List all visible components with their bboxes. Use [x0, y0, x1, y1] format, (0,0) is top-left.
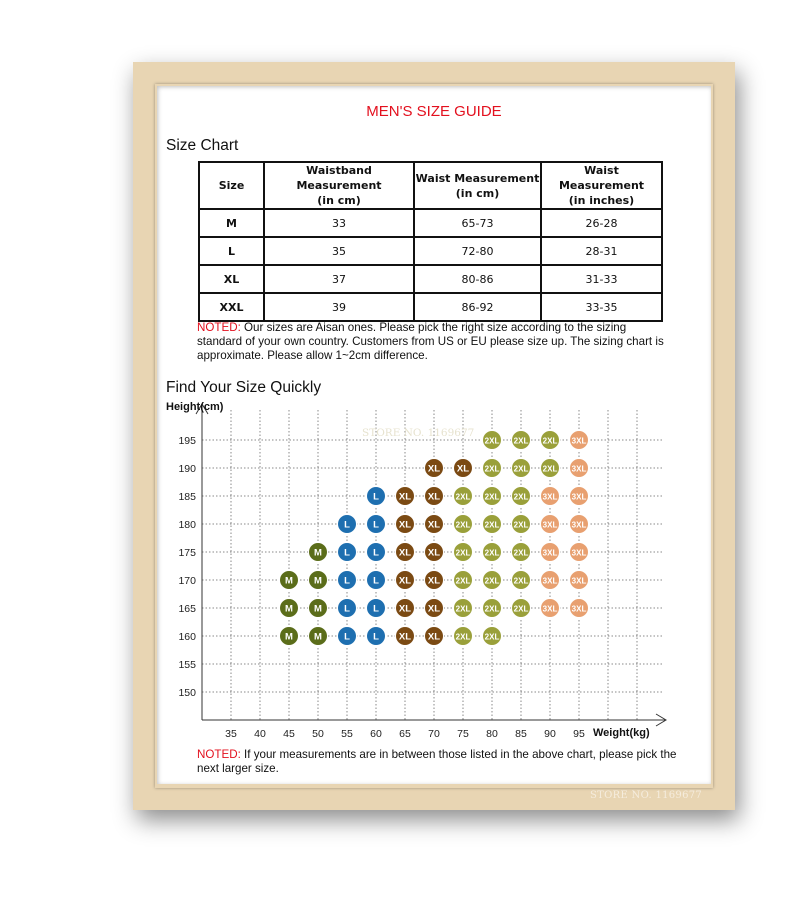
y-tick-label: 175	[178, 547, 196, 559]
size-dot-label: L	[344, 603, 350, 615]
size-dot-label: XL	[427, 631, 441, 643]
x-tick-label: 90	[544, 728, 556, 740]
y-tick-label: 160	[178, 631, 196, 643]
header-waist-inches: Waist Measurement (in inches)	[541, 162, 662, 209]
table-cell-size: M	[199, 209, 264, 237]
size-dot-label: 3XL	[571, 464, 587, 474]
size-dot-label: 3XL	[571, 436, 587, 446]
size-dot-label: 2XL	[513, 520, 529, 530]
x-tick-label: 75	[457, 728, 469, 740]
x-tick-label: 50	[312, 728, 324, 740]
chart-watermark: STORE NO. 1169677	[362, 427, 475, 439]
y-tick-label: 155	[178, 659, 196, 671]
table-cell: 33-35	[541, 293, 662, 321]
quick-size-heading: Find Your Size Quickly	[166, 379, 322, 396]
size-dot-label: M	[314, 603, 322, 615]
table-cell: 72-80	[414, 237, 541, 265]
size-dot-label: 3XL	[571, 520, 587, 530]
size-dot-label: L	[344, 547, 350, 559]
size-dot-label: XL	[427, 547, 441, 559]
size-dot-label: 3XL	[542, 492, 558, 502]
size-dot-label: 2XL	[455, 492, 471, 502]
size-dot-label: M	[285, 631, 293, 643]
x-axis-label: Weight(kg)	[593, 727, 650, 739]
size-dot-label: M	[285, 603, 293, 615]
table-cell: 26-28	[541, 209, 662, 237]
size-dot-label: 2XL	[484, 548, 500, 558]
x-tick-label: 55	[341, 728, 353, 740]
size-dot-label: XL	[427, 575, 441, 587]
size-dot-label: 3XL	[571, 604, 587, 614]
size-dot-label: 2XL	[455, 604, 471, 614]
size-dot-label: 3XL	[542, 520, 558, 530]
size-dot-label: 2XL	[513, 548, 529, 558]
size-dot-label: 3XL	[542, 576, 558, 586]
table-cell: 31-33	[541, 265, 662, 293]
size-dot-label: XL	[427, 519, 441, 531]
size-dot-label: 2XL	[484, 604, 500, 614]
size-dot-label: XL	[398, 603, 412, 615]
size-dot-label: M	[285, 575, 293, 587]
note-text: If your measurements are in between those listed in the above chart, please pick the next larger size.	[197, 748, 677, 775]
y-axis-label: Height(cm)	[166, 401, 224, 413]
y-tick-label: 150	[178, 687, 196, 699]
size-dot-label: XL	[398, 547, 412, 559]
y-tick-label: 195	[178, 435, 196, 447]
size-dot-label: XL	[398, 519, 412, 531]
size-dot-label: 2XL	[455, 632, 471, 642]
x-tick-label: 80	[486, 728, 498, 740]
x-tick-label: 45	[283, 728, 295, 740]
size-dot-label: L	[373, 519, 379, 531]
table-cell: 80-86	[414, 265, 541, 293]
size-dot-label: M	[314, 547, 322, 559]
size-dot-label: 2XL	[484, 436, 500, 446]
size-dot-label: XL	[398, 491, 412, 503]
y-tick-label: 170	[178, 575, 196, 587]
size-dot-label: XL	[427, 463, 441, 475]
table-cell-size: XXL	[199, 293, 264, 321]
x-tick-label: 85	[515, 728, 527, 740]
size-dot-label: XL	[456, 463, 470, 475]
page-title: MEN'S SIZE GUIDE	[366, 103, 502, 120]
size-dot-label: 2XL	[484, 576, 500, 586]
size-dot-label: 3XL	[571, 492, 587, 502]
size-dot-label: L	[344, 631, 350, 643]
size-dot-label: 2XL	[484, 464, 500, 474]
size-dot-label: L	[373, 547, 379, 559]
note-text: Our sizes are Aisan ones. Please pick the right size according to the sizing standard of your own country. Customers from US or EU please size up. The sizing chart is approximate. Please allow 1~2cm difference.	[197, 321, 664, 362]
size-dot-label: L	[344, 575, 350, 587]
size-dot-label: 2XL	[513, 604, 529, 614]
in-between-note	[197, 748, 687, 776]
x-tick-label: 40	[254, 728, 266, 740]
size-dot-label: L	[373, 603, 379, 615]
note-label: NOTED:	[197, 748, 241, 761]
table-cell: 65-73	[414, 209, 541, 237]
size-dot-label: 2XL	[513, 436, 529, 446]
size-dot-label: L	[344, 519, 350, 531]
table-cell: 37	[264, 265, 414, 293]
size-dot-label: XL	[427, 603, 441, 615]
size-dot-label: 3XL	[542, 604, 558, 614]
size-dot-label: 3XL	[542, 548, 558, 558]
table-cell-size: L	[199, 237, 264, 265]
size-dot-label: L	[373, 631, 379, 643]
table-cell: 33	[264, 209, 414, 237]
size-dot-label: 2XL	[455, 576, 471, 586]
size-dot-label: 2XL	[455, 548, 471, 558]
size-dot-label: 2XL	[455, 520, 471, 530]
size-dot-label: 3XL	[571, 548, 587, 558]
x-tick-label: 70	[428, 728, 440, 740]
header-waistband-cm: Waistband Measurement (in cm)	[264, 162, 414, 209]
header-size: Size	[199, 162, 264, 209]
table-cell-size: XL	[199, 265, 264, 293]
table-cell: 86-92	[414, 293, 541, 321]
size-dot-label: 2XL	[542, 436, 558, 446]
size-dot-label: 2XL	[484, 520, 500, 530]
size-dot-label: XL	[398, 631, 412, 643]
store-watermark: STORE NO. 1169677	[590, 790, 703, 801]
size-dot-label: L	[373, 491, 379, 503]
y-tick-label: 190	[178, 463, 196, 475]
size-dot-label: L	[373, 575, 379, 587]
table-cell: 39	[264, 293, 414, 321]
size-chart-heading: Size Chart	[166, 137, 239, 154]
y-tick-label: 180	[178, 519, 196, 531]
size-dot-label: M	[314, 575, 322, 587]
size-dot-label: 2XL	[513, 576, 529, 586]
table-cell: 28-31	[541, 237, 662, 265]
x-tick-label: 35	[225, 728, 237, 740]
x-tick-label: 65	[399, 728, 411, 740]
y-tick-label: 165	[178, 603, 196, 615]
table-cell: 35	[264, 237, 414, 265]
y-tick-label: 185	[178, 491, 196, 503]
size-dot-label: 2XL	[542, 464, 558, 474]
header-waist-cm: Waist Measurement (in cm)	[414, 162, 541, 209]
size-dot-label: XL	[398, 575, 412, 587]
size-dot-label: 2XL	[513, 464, 529, 474]
size-dot-label: XL	[427, 491, 441, 503]
size-dot-label: 2XL	[484, 492, 500, 502]
size-dot-label: 3XL	[571, 576, 587, 586]
size-dot-label: 2XL	[484, 632, 500, 642]
size-dot-label: 2XL	[513, 492, 529, 502]
size-dot-label: M	[314, 631, 322, 643]
note-label: NOTED:	[197, 321, 241, 334]
x-tick-label: 95	[573, 728, 585, 740]
x-tick-label: 60	[370, 728, 382, 740]
